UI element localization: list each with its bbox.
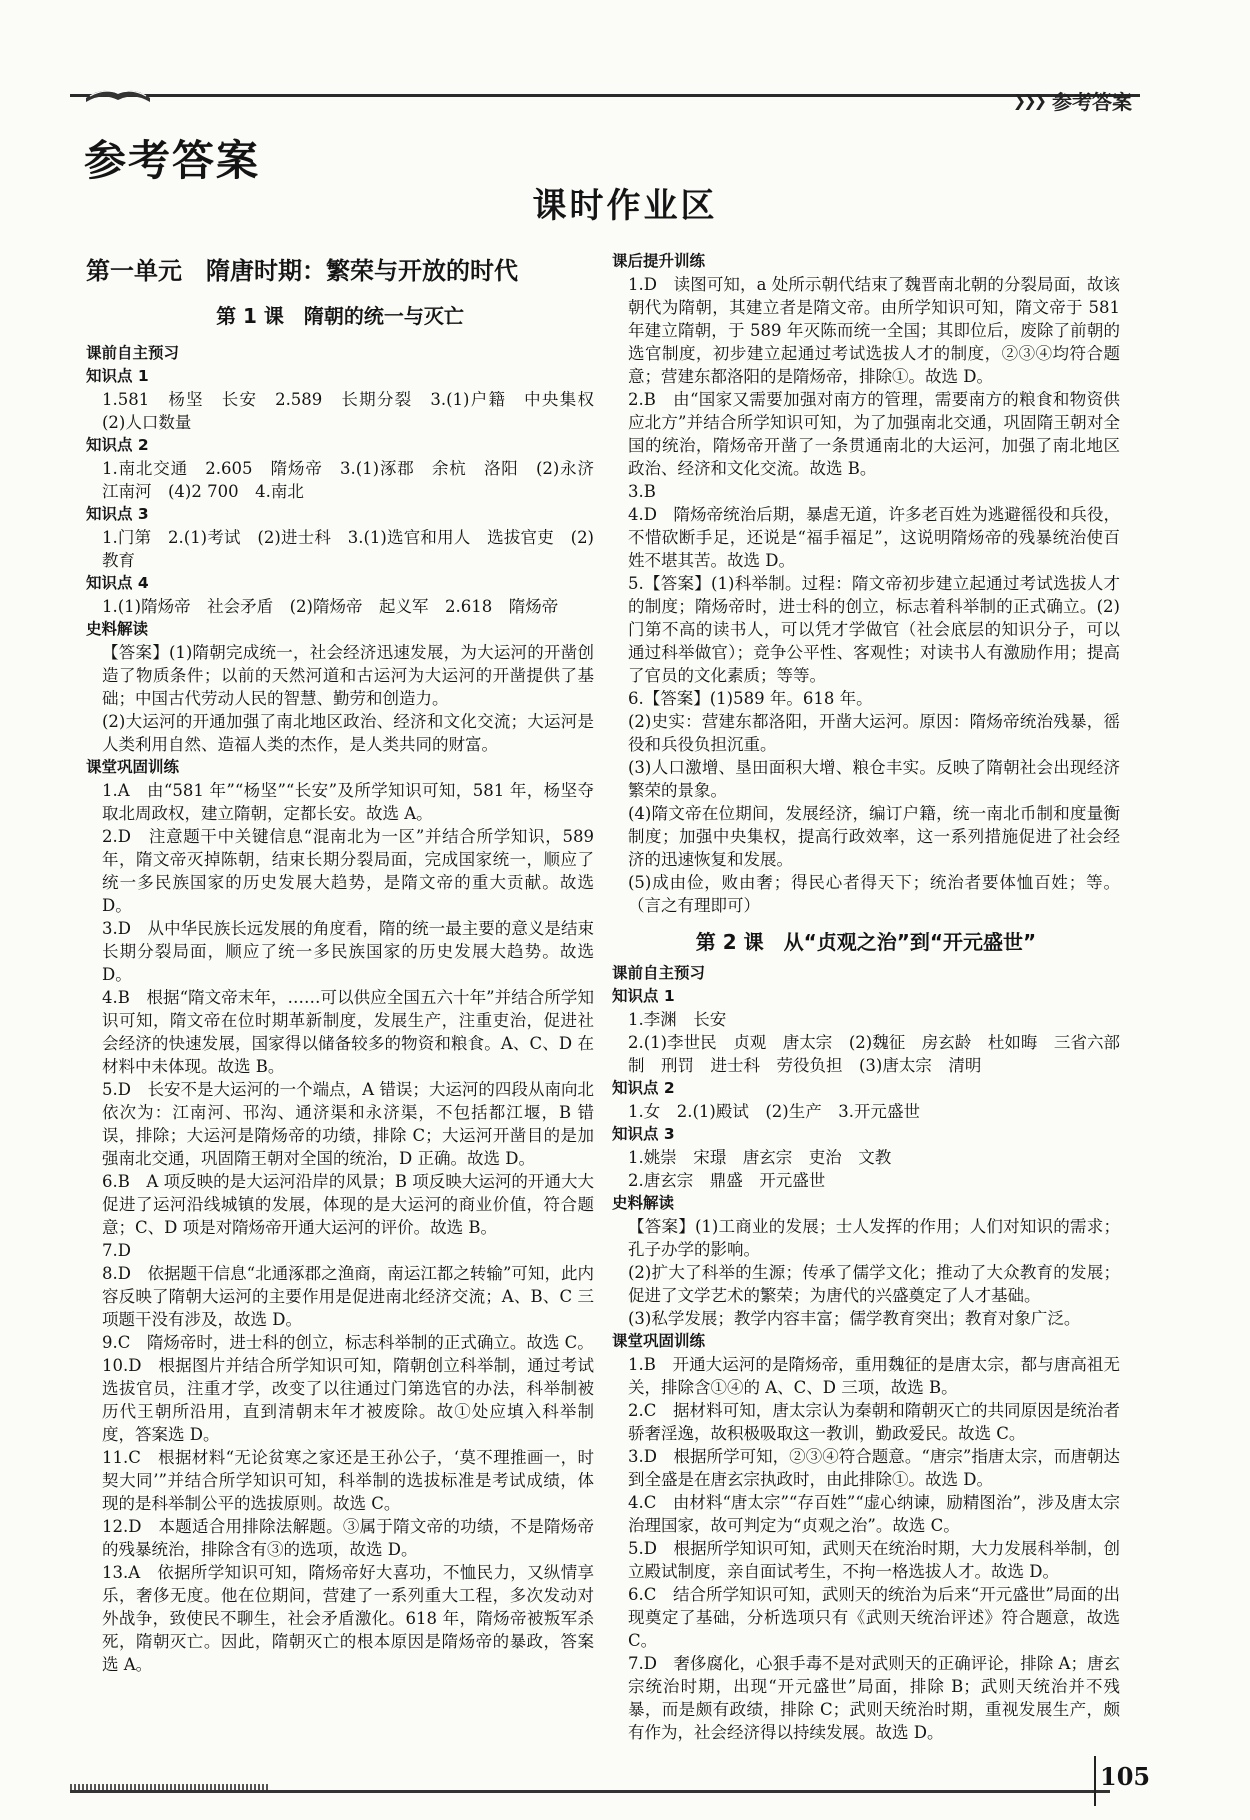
answer-paragraph: 1.李渊 长安 bbox=[628, 1010, 727, 1029]
answer-paragraph: (3)私学发展；教学内容丰富；儒学教育突出；教育对象广泛。 bbox=[628, 1309, 1081, 1328]
book-icon bbox=[82, 80, 154, 106]
subsection-heading: 课堂巩固训练 bbox=[612, 1332, 706, 1350]
answer-paragraph: 8.D 依据题干信息“北通涿郡之渔商，南运江都之转输”可知，此内容反映了隋朝大运河的主要作用是促进南北经济交流；A、B、C 三项题干没有涉及，故选 D。 bbox=[102, 1264, 594, 1329]
answer-paragraph: 2.B 由“国家又需要加强对南方的管理，需要南方的粮食和物资供应北方”并结合所学知识可知，为了加强南北交通，巩固隋王朝对全国的统治，隋炀帝开凿了一条贯通南北的大运河，加强了南北地区政治、经济和文化交流。故选 B。 bbox=[628, 390, 1120, 478]
answer-paragraph: 【答案】(1)工商业的发展；士人发挥的作用；人们对知识的需求；孔子办学的影响。 bbox=[628, 1217, 1120, 1259]
answer-paragraph: 1.B 开通大运河的是隋炀帝，重用魏征的是唐太宗，都与唐高祖无关，排除含①④的 A、C、D 三项，故选 B。 bbox=[628, 1355, 1120, 1397]
subsection-heading: 知识点 4 bbox=[86, 574, 149, 592]
answer-paragraph: (2)大运河的开通加强了南北地区政治、经济和文化交流；大运河是人类利用自然、造福人类的杰作，是人类共同的财富。 bbox=[102, 712, 594, 754]
subsection-heading: 知识点 2 bbox=[86, 436, 149, 454]
right-column bbox=[612, 250, 1120, 1744]
answer-paragraph: (5)成由俭，败由奢；得民心者得天下；统治者要体恤百姓；等。（言之有理即可） bbox=[628, 873, 1120, 915]
section-title: 课时作业区 bbox=[532, 186, 718, 226]
answer-paragraph: 7.D 奢侈腐化，心狠手毒不是对武则天的正确评论，排除 A；唐玄宗统治时期，出现“开元盛世”局面，排除 B；武则天统治并不残暴，而是颇有政绩，排除 C；武则天统治时期，重视发展生产，颇有作为，社会经济得以持续发展。故选 D。 bbox=[628, 1654, 1120, 1742]
answer-paragraph: (4)隋文帝在位期间，发展经济，编订户籍，统一南北币制和度量衡制度；加强中央集权，提高行政效率，这一系列措施促进了社会经济的迅速恢复和发展。 bbox=[628, 804, 1120, 869]
answer-paragraph: 1.女 2.(1)殿试 (2)生产 3.开元盛世 bbox=[628, 1102, 920, 1121]
answer-paragraph: 2.D 注意题干中关键信息“混南北为一区”并结合所学知识，589 年，隋文帝灭掉陈朝，结束长期分裂局面，完成国家统一，顺应了统一多民族国家的历史发展大趋势，是隋文帝的重大贡献。故选 D。 bbox=[102, 827, 594, 915]
answer-paragraph: 1.581 杨坚 长安 2.589 长期分裂 3.(1)户籍 中央集权 (2)人口数量 bbox=[102, 390, 611, 432]
unit-heading: 第一单元 隋唐时期：繁荣与开放的时代 bbox=[86, 257, 518, 285]
answer-paragraph: 7.D bbox=[102, 1241, 131, 1260]
subsection-heading: 史料解读 bbox=[86, 620, 149, 638]
answer-paragraph: 2.(1)李世民 贞观 唐太宗 (2)魏征 房玄龄 杜如晦 三省六部制 刑罚 进士科 劳役负担 (3)唐太宗 清明 bbox=[628, 1033, 1120, 1075]
answer-paragraph: 1.姚崇 宋璟 唐玄宗 吏治 文教 bbox=[628, 1148, 892, 1167]
answer-paragraph: 5.D 长安不是大运河的一个端点，A 错误；大运河的四段从南向北依次为：江南河、邗沟、通济渠和永济渠，不包括都江堰，B 错误，排除；大运河是隋炀帝的功绩，排除 C；大运河开凿目的是加强南北交通，巩固隋王朝对全国的统治，D 正确。故选 D。 bbox=[102, 1080, 594, 1168]
answer-paragraph: 6.B A 项反映的是大运河沿岸的风景；B 项反映大运河的开通大大促进了运河沿线城镇的发展，体现的是大运河的商业价值，符合题意；C、D 项是对隋炀帝开通大运河的评价。故选 B。 bbox=[102, 1172, 594, 1237]
answer-paragraph: 2.唐玄宗 鼎盛 开元盛世 bbox=[628, 1171, 826, 1190]
answer-paragraph: (2)扩大了科举的生源；传承了儒学文化；推动了大众教育的发展；促进了文学艺术的繁荣；为唐代的兴盛奠定了人才基础。 bbox=[628, 1263, 1120, 1305]
chevrons-icon: ❯❯❯ bbox=[1012, 91, 1044, 110]
page-title: 参考答案 bbox=[84, 136, 261, 185]
subsection-heading: 课前自主预习 bbox=[86, 344, 180, 362]
header-rule bbox=[70, 94, 1140, 97]
answer-paragraph: 1.D 读图可知，a 处所示朝代结束了魏晋南北朝的分裂局面，故该朝代为隋朝，其建立者是隋文帝。由所学知识可知，隋文帝于 581 年建立隋朝，于 589 年灭陈而统一全国；其即位后，废除了前朝的选官制度，初步建立起通过考试选拔人才的制度，②③④均符合题意；营建东都洛阳的是隋炀帝，排除①。故选 D。 bbox=[628, 275, 1120, 386]
answer-paragraph: 3.D 从中华民族长远发展的角度看，隋的统一最主要的意义是结束长期分裂局面，顺应了统一多民族国家的历史发展大趋势。故选 D。 bbox=[102, 919, 594, 984]
subsection-heading: 课后提升训练 bbox=[612, 252, 706, 270]
answer-paragraph: 1.南北交通 2.605 隋炀帝 3.(1)涿郡 余杭 洛阳 (2)永济 江南河 (4)2 700 4.南北 bbox=[102, 459, 611, 501]
answer-paragraph: 5.【答案】(1)科举制。过程：隋文帝初步建立起通过考试选拔人才的制度；隋炀帝时，进士科的创立，标志着科举制的正式确立。(2)门第不高的读书人，可以凭才学做官（社会底层的知识分子，可以通过科举做官）；竞争公平性、客观性；对读书人有激励作用；提高了官员的文化素质；等等。 bbox=[628, 574, 1120, 685]
answer-paragraph: 1.(1)隋炀帝 社会矛盾 (2)隋炀帝 起义军 2.618 隋炀帝 bbox=[102, 597, 559, 616]
answer-paragraph: 6.【答案】(1)589 年。618 年。 bbox=[628, 689, 873, 708]
header-label: 参考答案 bbox=[1052, 90, 1132, 114]
subsection-heading: 课堂巩固训练 bbox=[86, 758, 180, 776]
answer-paragraph: 5.D 根据所学知识可知，武则天在统治时期，大力发展科举制，创立殿试制度，亲自面试考生，不拘一格选拔人才。故选 D。 bbox=[628, 1539, 1120, 1581]
answer-paragraph: 6.C 结合所学知识可知，武则天的统治为后来“开元盛世”局面的出现奠定了基础，分析选项只有《武则天统治评述》符合题意，故选 C。 bbox=[628, 1585, 1120, 1650]
answer-paragraph: 12.D 本题适合用排除法解题。③属于隋文帝的功绩，不是隋炀帝的残暴统治，排除含有③的选项，故选 D。 bbox=[102, 1517, 594, 1559]
header-right bbox=[1013, 86, 1132, 115]
answer-paragraph: (3)人口激增、垦田面积大增、粮仓丰实。反映了隋朝社会出现经济繁荣的景象。 bbox=[628, 758, 1120, 800]
answer-paragraph: 1.A 由“581 年”“杨坚”“长安”及所学知识可知，581 年，杨坚夺取北周政权，建立隋朝，定都长安。故选 A。 bbox=[102, 781, 594, 823]
subsection-heading: 知识点 3 bbox=[86, 505, 149, 523]
answer-paragraph: 4.C 由材料“唐太宗”“存百姓”“虚心纳谏，励精图治”，涉及唐太宗治理国家，故可判定为“贞观之治”。故选 C。 bbox=[628, 1493, 1120, 1535]
answer-paragraph: 4.D 隋炀帝统治后期，暴虐无道，许多老百姓为逃避徭役和兵役，不惜砍断手足，还说是“福手福足”，这说明隋炀帝的残暴统治使百姓不堪其苦。故选 D。 bbox=[628, 505, 1120, 570]
answer-paragraph: 13.A 依据所学知识可知，隋炀帝好大喜功，不恤民力，又纵情享乐，奢侈无度。他在位期间，营建了一系列重大工程，多次发动对外战争，致使民不聊生，社会矛盾激化。618 年，隋炀帝被叛军杀死，隋朝灭亡。因此，隋朝灭亡的根本原因是隋炀帝的暴政，答案选 A。 bbox=[102, 1563, 594, 1674]
footer-rule bbox=[70, 1790, 1110, 1793]
answer-paragraph: 【答案】(1)隋朝完成统一，社会经济迅速发展，为大运河的开凿创造了物质条件；以前的天然河道和古运河为大运河的开凿提供了基础；中国古代劳动人民的智慧、勤劳和创造力。 bbox=[102, 643, 594, 708]
answer-paragraph: (2)史实：营建东都洛阳，开凿大运河。原因：隋炀帝统治残暴，徭役和兵役负担沉重。 bbox=[628, 712, 1120, 754]
footer-divider bbox=[1094, 1756, 1096, 1806]
answer-paragraph: 9.C 隋炀帝时，进士科的创立，标志科举制的正式确立。故选 C。 bbox=[102, 1333, 594, 1352]
subsection-heading: 知识点 3 bbox=[612, 1125, 675, 1143]
answer-paragraph: 10.D 根据图片并结合所学知识可知，隋朝创立科举制，通过考试选拔官员，注重才学，改变了以往通过门第选官的办法，科举制被历代王朝所沿用，直到清朝末年才被废除。故①处应填入科举制度，答案选 D。 bbox=[102, 1356, 594, 1444]
answer-paragraph: 2.C 据材料可知，唐太宗认为秦朝和隋朝灭亡的共同原因是统治者骄奢淫逸，故积极吸取这一教训，勤政爱民。故选 C。 bbox=[628, 1401, 1120, 1443]
answer-paragraph: 3.D 根据所学可知，②③④符合题意。“唐宗”指唐太宗，而唐朝达到全盛是在唐玄宗执政时，由此排除①。故选 D。 bbox=[628, 1447, 1120, 1489]
subsection-heading: 史料解读 bbox=[612, 1194, 675, 1212]
answer-paragraph: 1.门第 2.(1)考试 (2)进士科 3.(1)选官和用人 选拔官吏 (2)教育 bbox=[102, 528, 594, 570]
lesson-heading: 第 1 课 隋朝的统一与灭亡 bbox=[216, 304, 464, 328]
subsection-heading: 知识点 1 bbox=[612, 987, 675, 1005]
subsection-heading: 课前自主预习 bbox=[612, 964, 706, 982]
answer-paragraph: 3.B bbox=[628, 482, 656, 501]
left-column bbox=[86, 250, 611, 1676]
subsection-heading: 知识点 2 bbox=[612, 1079, 675, 1097]
page-number: 105 bbox=[1100, 1762, 1151, 1791]
answer-paragraph: 4.B 根据“隋文帝末年，……可以供应全国五六十年”并结合所学知识可知，隋文帝在位时期革新制度，发展生产，注重吏治，促进社会经济的快速发展，国家得以储备较多的物资和粮食。A、C、D 在材料中未体现。故选 B。 bbox=[102, 988, 594, 1076]
subsection-heading: 知识点 1 bbox=[86, 367, 149, 385]
answer-paragraph: 11.C 根据材料“无论贫寒之家还是王孙公子，‘莫不理推画一，时契大同’”并结合所学知识可知，科举制的选拔标准是考试成绩，体现的是科举制公平的选拔原则。故选 C。 bbox=[102, 1448, 594, 1513]
lesson-heading: 第 2 课 从“贞观之治”到“开元盛世” bbox=[695, 930, 1037, 954]
